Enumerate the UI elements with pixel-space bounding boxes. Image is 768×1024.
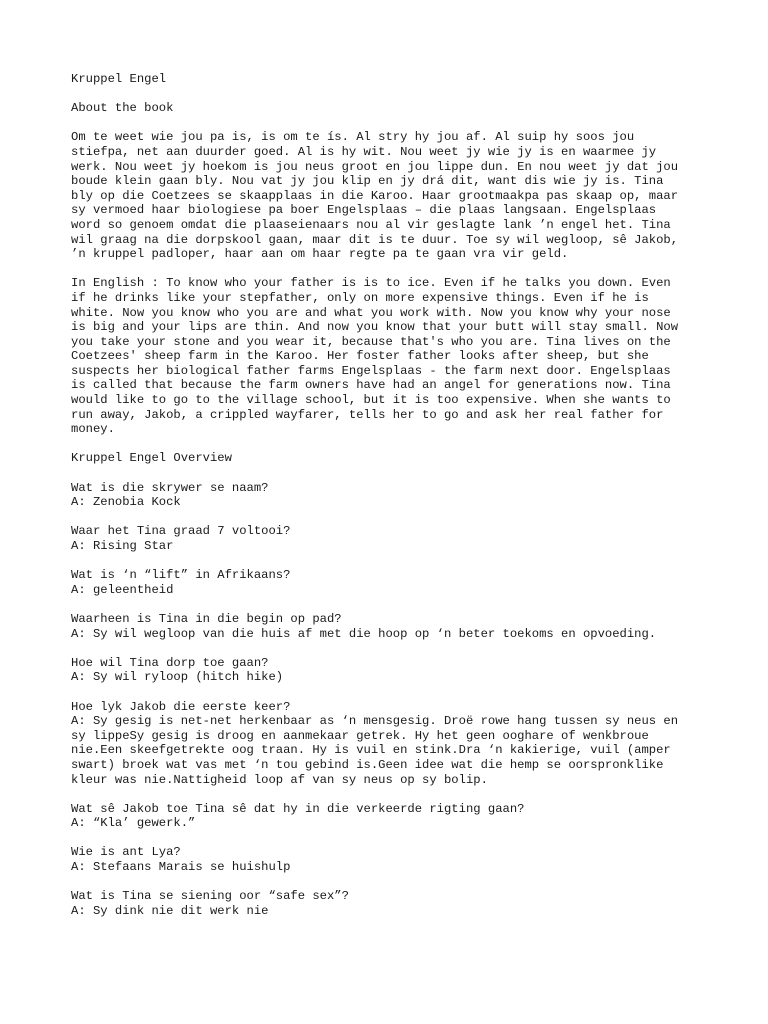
qa-item xyxy=(71,656,698,685)
answer: A: Zenobia Kock xyxy=(71,495,181,510)
qa-item xyxy=(71,524,698,553)
question: Waarheen is Tina in die begin op pad? xyxy=(71,611,342,626)
answer: A: geleentheid xyxy=(71,582,174,597)
document-title: Kruppel Engel xyxy=(71,72,167,86)
question: Wat is Tina se siening oor “safe sex”? xyxy=(71,889,349,904)
qa-item xyxy=(71,845,698,874)
answer: A: “Kla’ gewerk.” xyxy=(71,816,196,831)
qa-item xyxy=(71,700,698,788)
qa-item xyxy=(71,889,698,918)
qa-item xyxy=(71,481,698,510)
question: Wie is ant Lya? xyxy=(71,845,181,860)
question: Wat is die skrywer se naam? xyxy=(71,480,269,495)
answer: A: Stefaans Marais se huishulp xyxy=(71,860,291,875)
qa-item xyxy=(71,612,698,641)
question: Wat sê Jakob toe Tina sê dat hy in die verkeerde rigting gaan? xyxy=(71,801,525,816)
answer: A: Sy wil ryloop (hitch hike) xyxy=(71,670,284,685)
question: Waar het Tina graad 7 voltooi? xyxy=(71,524,291,539)
qa-list xyxy=(71,481,698,919)
question: Wat is ‘n “lift” in Afrikaans? xyxy=(71,568,291,583)
answer: A: Sy wil wegloop van die huis af met die hoop op ‘n beter toekoms en opvoeding. xyxy=(71,626,657,641)
overview-heading: Kruppel Engel Overview xyxy=(71,451,232,466)
answer: A: Rising Star xyxy=(71,539,174,553)
question: Hoe lyk Jakob die eerste keer? xyxy=(71,699,291,714)
question: Hoe wil Tina dorp toe gaan? xyxy=(71,655,269,670)
answer: A: Sy gesig is net-net herkenbaar as ‘n mensgesig. Droë rowe hang tussen sy neus en sy lippeSy gesig is droog en aanmekaar getrek. Hy het geen ooghare of wenkbroue nie.Een skeefgetrekte oog traan. Hy is vuil en stink.Dra ‘n kakierige, vuil (amper swart) broek wat vas met ‘n tou gebind is.Geen idee wat die hemp se oorspronklike kleur was nie.Nattigheid loop af van sy neus op sy bolip. xyxy=(71,714,679,787)
answer: A: Sy dink nie dit werk nie xyxy=(71,903,269,918)
about-heading: About the book xyxy=(71,101,174,116)
afrikaans-description: Om te weet wie jou pa is, is om te ís. Al stry hy jou af. Al suip hy soos jou stiefpa, net aan duurder goed. Al is hy wit. Nou weet jy wie jy is en waarmee jy werk. Nou weet jy hoekom is jou neus groot en jou lippe dun. En nou weet jy dat jou boude klein gaan bly. Nou vat jy jou klip en jy drá dit, want dis wie jy is. Tina bly op die Coetzees se skaapplaas in die Karoo. Haar grootmaakpa pas skaap op, maar sy vermoed haar biologiese pa boer Engelsplaas – die plaas langsaan. Engelsplaas word so genoem omdat die plaaseienaars nou al vir geslagte lank ’n engel het. Tina wil graag na die dorpskool gaan, maar dit is te duur. Toe sy wil wegloop, sê Jakob, ’n kruppel padloper, haar aan om haar regte pa te gaan vra vir geld. xyxy=(71,130,679,262)
english-description: In English : To know who your father is is to ice. Even if he talks you down. Even if he drinks like your stepfather, only on more expensive things. Even if he is white. Now you know who you are and what you work with. Now you know why your nose is big and your lips are thin. And now you know that your butt will stay small. Now you take your stone and you wear it, because that's who you are. Tina lives on the Coetzees' sheep farm in the Karoo. Her foster father looks after sheep, but she suspects her biological father farms Engelsplaas - the farm next door. Engelsplaas is called that because the farm owners have had an angel for generations now. Tina would like to go to the village school, but it is too expensive. When she wants to run away, Jakob, a crippled wayfarer, tells her to go and ask her real father for money. xyxy=(71,276,679,437)
qa-item xyxy=(71,568,698,597)
qa-item xyxy=(71,802,698,831)
